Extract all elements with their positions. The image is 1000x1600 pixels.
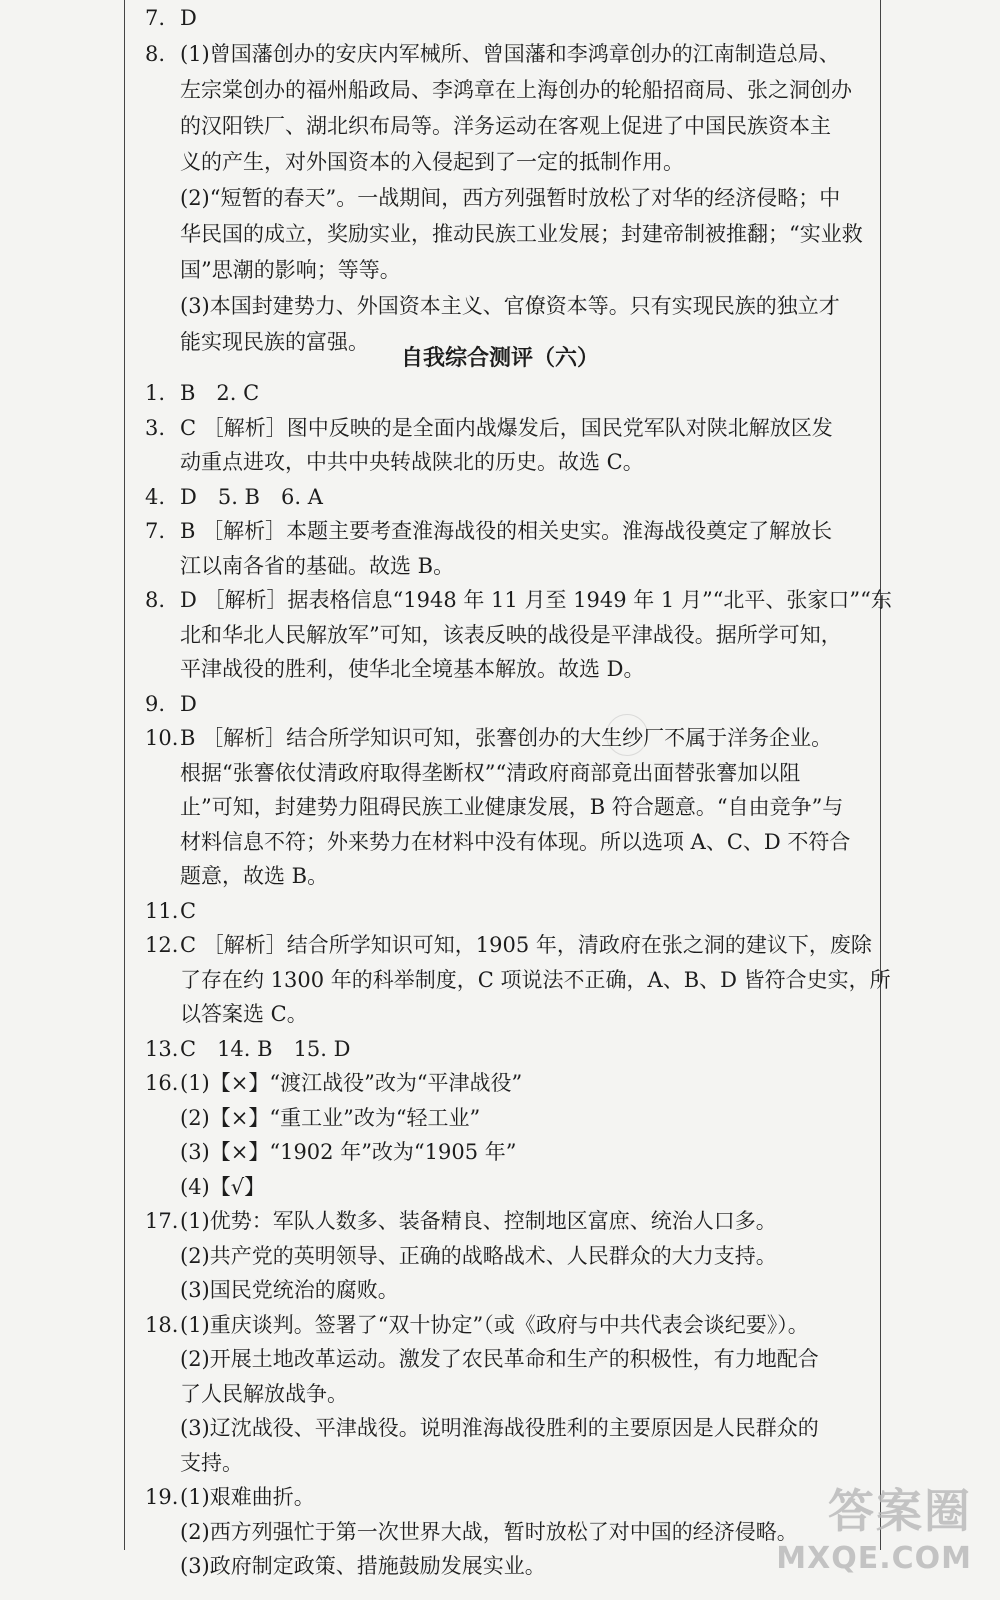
answer-text-line: C bbox=[180, 898, 197, 923]
answer-text-line: (3)辽沈战役、平津战役。说明淮海战役胜利的主要原因是人民群众的 bbox=[180, 1416, 819, 1440]
answer-text-line: (2)西方列强忙于第一次世界大战，暂时放松了对中国的经济侵略。 bbox=[180, 1519, 798, 1544]
answer-text-line: (3)本国封建势力、外国资本主义、官僚资本等。只有实现民族的独立才 bbox=[180, 294, 840, 318]
answer-text-line: 了存在约 1300 年的科举制度，C 项说法不正确，A、B、D 皆符合史实，所 bbox=[180, 967, 891, 992]
answer-text-line: 根据“张謇依仗清政府取得垄断权”“清政府商部竟出面替张謇加以阻 bbox=[180, 760, 801, 785]
answer-text-line: (2)【×】“重工业”改为“轻工业” bbox=[180, 1105, 481, 1130]
watermark-line2: MXQE.COM bbox=[776, 1541, 972, 1576]
answer-text-line: 国”思潮的影响；等等。 bbox=[180, 258, 401, 282]
answer-text-line: C 14. B 15. D bbox=[180, 1036, 351, 1061]
answer-text-line: (3)国民党统治的腐败。 bbox=[180, 1278, 399, 1302]
answer-text-line: 北和华北人民解放军”可知，该表反映的战役是平津战役。据所学可知， bbox=[180, 622, 842, 647]
answer-text-line: D 5. B 6. A bbox=[180, 484, 323, 509]
answer-text-line: 动重点进攻，中共中央转战陕北的历史。故选 C。 bbox=[180, 450, 644, 474]
section-title: 自我综合测评（六） bbox=[400, 346, 599, 371]
item-number: 3. bbox=[145, 415, 166, 440]
answer-text-line: D ［解析］据表格信息“1948 年 11 月至 1949 年 1 月”“北平、张家口”“东 bbox=[180, 588, 892, 612]
answer-text-line: 平津战役的胜利，使华北全境基本解放。故选 D。 bbox=[180, 657, 645, 681]
watermark-logo bbox=[776, 1475, 972, 1576]
item-number: 18. bbox=[145, 1312, 179, 1337]
answer-text-line: (2)开展土地改革运动。激发了农民革命和生产的积极性，有力地配合 bbox=[180, 1347, 819, 1371]
answer-text-line: B ［解析］本题主要考查淮海战役的相关史实。淮海战役奠定了解放长 bbox=[180, 519, 833, 543]
answer-text-line: 材料信息不符；外来势力在材料中没有体现。所以选项 A、C、D 不符合 bbox=[180, 829, 851, 854]
answer-text-line: 支持。 bbox=[180, 1450, 243, 1475]
answer-text-line: 止”可知，封建势力阻碍民族工业健康发展，B 符合题意。“自由竞争”与 bbox=[180, 795, 844, 819]
answer-text-line: 以答案选 C。 bbox=[180, 1002, 308, 1026]
item-number: 16. bbox=[145, 1071, 179, 1095]
answer-text-line: B ［解析］结合所学知识可知，张謇创办的大生纱厂不属于洋务企业。 bbox=[180, 726, 833, 750]
answer-text-line: (2)“短暂的春天”。一战期间，西方列强暂时放松了对华的经济侵略；中 bbox=[180, 186, 841, 210]
answer-text-line: (1)【×】“渡江战役”改为“平津战役” bbox=[180, 1071, 523, 1095]
item-number: 12. bbox=[145, 933, 179, 957]
item-number: 11. bbox=[145, 898, 179, 923]
answer-text-line: C ［解析］图中反映的是全面内战爆发后，国民党军队对陕北解放区发 bbox=[180, 415, 833, 440]
left-margin-rule bbox=[124, 0, 125, 1550]
answer-text-line: D bbox=[180, 6, 197, 30]
answer-text-line: 能实现民族的富强。 bbox=[180, 330, 369, 354]
answer-text-line: D bbox=[180, 691, 197, 716]
right-margin-rule bbox=[880, 0, 881, 1550]
answer-text-line: 题意，故选 B。 bbox=[180, 864, 329, 888]
answer-text-line: C ［解析］结合所学知识可知，1905 年，清政府在张之洞的建议下，废除 bbox=[180, 933, 872, 957]
answer-text-line: 义的产生，对外国资本的入侵起到了一定的抵制作用。 bbox=[180, 150, 684, 174]
answer-text-line: (1)曾国藩创办的安庆内军械所、曾国藩和李鸿章创办的江南制造总局、 bbox=[180, 42, 840, 66]
answer-text-line: 华民国的成立，奖励实业，推动民族工业发展；封建帝制被推翻；“实业救 bbox=[180, 222, 863, 246]
item-number: 10. bbox=[145, 726, 179, 750]
answer-text-line: 左宗棠创办的福州船政局、李鸿章在上海创办的轮船招商局、张之洞创办 bbox=[180, 78, 852, 102]
answer-text-line: (4)【√】 bbox=[180, 1174, 266, 1199]
item-number: 8. bbox=[145, 588, 166, 612]
watermark-line1: 答案圈 bbox=[828, 1484, 972, 1538]
item-number: 13. bbox=[145, 1036, 179, 1061]
answer-text-line: (2)共产党的英明领导、正确的战略战术、人民群众的大力支持。 bbox=[180, 1243, 777, 1268]
item-number: 9. bbox=[145, 691, 166, 716]
answer-text-line: (3)政府制定政策、措施鼓励发展实业。 bbox=[180, 1554, 546, 1578]
answer-text-line: (1)艰难曲折。 bbox=[180, 1485, 315, 1509]
answer-text-line: 了人民解放战争。 bbox=[180, 1381, 348, 1406]
answer-text-line: B 2. C bbox=[180, 381, 260, 405]
item-number: 17. bbox=[145, 1209, 179, 1233]
item-number: 7. bbox=[145, 519, 166, 543]
answer-text-line: (1)优势：军队人数多、装备精良、控制地区富庶、统治人口多。 bbox=[180, 1209, 777, 1233]
item-number: 7. bbox=[145, 6, 166, 30]
answer-text-line: 江以南各省的基础。故选 B。 bbox=[180, 553, 455, 578]
answer-text-line: (1)重庆谈判。签署了“双十协定”（或《政府与中共代表会谈纪要》）。 bbox=[180, 1312, 809, 1337]
item-number: 19. bbox=[145, 1485, 179, 1509]
answer-text-line: 的汉阳铁厂、湖北织布局等。洋务运动在客观上促进了中国民族资本主 bbox=[180, 114, 831, 138]
item-number: 1. bbox=[145, 381, 166, 405]
item-number: 8. bbox=[145, 42, 166, 66]
answer-text-line: (3)【×】“1902 年”改为“1905 年” bbox=[180, 1140, 517, 1164]
item-number: 4. bbox=[145, 484, 166, 509]
